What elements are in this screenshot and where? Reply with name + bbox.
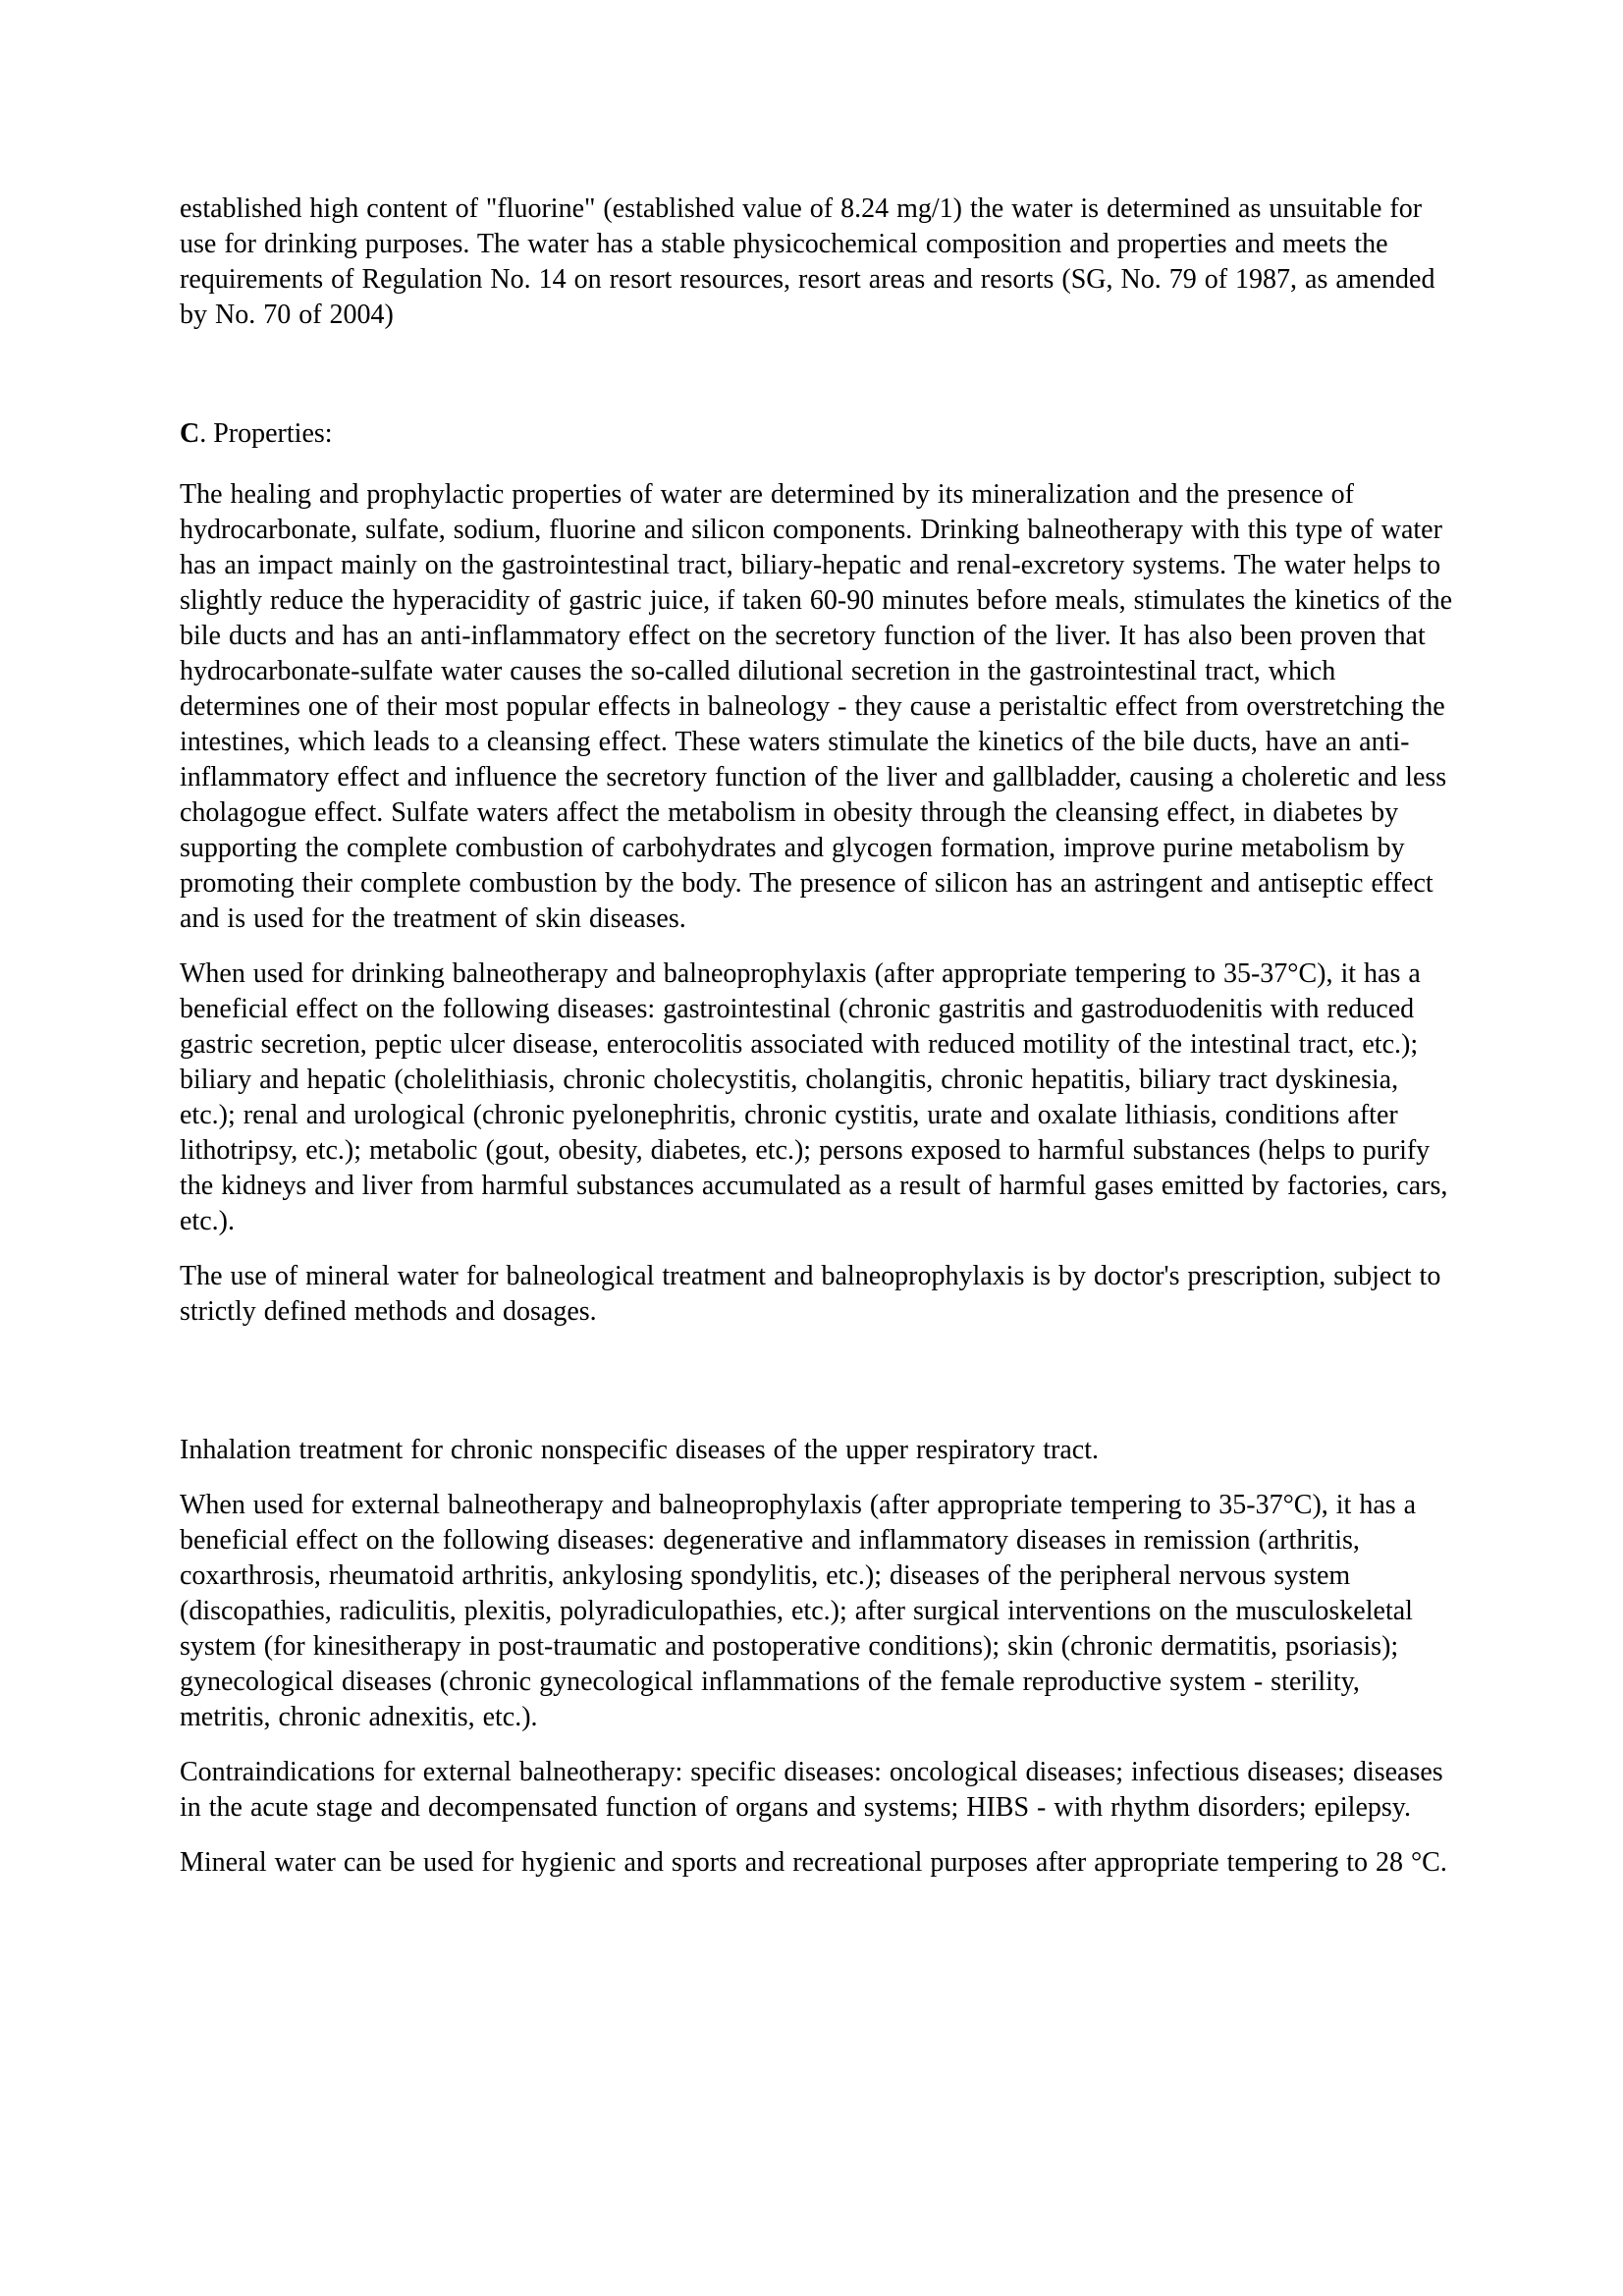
section-heading [180, 416, 1456, 452]
inhalation-paragraph: Inhalation treatment for chronic nonspecific diseases of the upper respiratory tract. [180, 1435, 1099, 1465]
hygienic-use-paragraph: Mineral water can be used for hygienic and sports and recreational purposes after appropriate tempering to 28 °C. [180, 1847, 1447, 1878]
section-heading-letter: C [180, 418, 200, 449]
section-heading-text: . Properties: [199, 418, 333, 449]
prescription-paragraph: The use of mineral water for balneological treatment and balneoprophylaxis is by doctor's prescription, subject to strictly defined methods and dosages. [180, 1261, 1441, 1327]
drinking-balneotherapy-paragraph: When used for drinking balneotherapy and balneoprophylaxis (after appropriate tempering to 35-37°C), it has a beneficial effect on the following diseases: gastrointestinal (chronic gastritis and gastroduodenitis with reduced gastric secretion, peptic ulcer disease, enterocolitis associated with reduced motility of the intestinal tract, etc.); biliary and hepatic (cholelithiasis, chronic cholecystitis, cholangitis, chronic hepatitis, biliary tract dyskinesia, etc.); renal and urological (chronic pyelonephritis, chronic cystitis, urate and oxalate lithiasis, conditions after lithotripsy, etc.); metabolic (gout, obesity, diabetes, etc.); persons exposed to harmful substances (helps to purify the kidneys and liver from harmful substances accumulated as a result of harmful gases emitted by factories, cars, etc.). [180, 958, 1448, 1236]
section-spacer [180, 1349, 1456, 1433]
intro-paragraph: established high content of "fluorine" (established value of 8.24 mg/1) the water is determined as unsuitable for use for drinking purposes. The water has a stable physicochemical composition and properties and meets the requirements of Regulation No. 14 on resort resources, resort areas and resorts (SG, No. 79 of 1987, as amended by No. 70 of 2004) [180, 193, 1435, 330]
contraindications-paragraph: Contraindications for external balneotherapy: specific diseases: oncological diseases; infectious diseases; diseases in the acute stage and decompensated function of organs and systems; HIBS - with rhythm disorders; epilepsy. [180, 1757, 1443, 1823]
external-balneotherapy-paragraph: When used for external balneotherapy and balneoprophylaxis (after appropriate tempering to 35-37°C), it has a beneficial effect on the following diseases: degenerative and inflammatory diseases in remission (arthritis, coxarthrosis, rheumatoid arthritis, ankylosing spondylitis, etc.); diseases of the peripheral nervous system (discopathies, radiculitis, plexitis, polyradiculopathies, etc.); after surgical interventions on the musculoskeletal system (for kinesitherapy in post-traumatic and postoperative conditions); skin (chronic dermatitis, psoriasis); gynecological diseases (chronic gynecological inflammations of the female reproductive system - sterility, metritis, chronic adnexitis, etc.). [180, 1490, 1417, 1732]
healing-properties-paragraph: The healing and prophylactic properties of water are determined by its mineralization and the presence of hydrocarbonate, sulfate, sodium, fluorine and silicon components. Drinking balneotherapy with this type of water has an impact mainly on the gastrointestinal tract, biliary-hepatic and renal-excretory systems. The water helps to slightly reduce the hyperacidity of gastric juice, if taken 60-90 minutes before meals, stimulates the kinetics of the bile ducts and has an anti-inflammatory effect on the secretory function of the liver. It has also been proven that hydrocarbonate-sulfate water causes the so-called dilutional secretion in the gastrointestinal tract, which determines one of their most popular effects in balneology - they cause a peristaltic effect from overstretching the intestines, which leads to a cleansing effect. These waters stimulate the kinetics of the bile ducts, have an anti-inflammatory effect and influence the secretory function of the liver and gallbladder, causing a choleretic and less cholagogue effect. Sulfate waters affect the metabolism in obesity through the cleansing effect, in diabetes by supporting the complete combustion of carbohydrates and glycogen formation, improve purine metabolism by promoting their complete combustion by the body. The presence of silicon has an astringent and antiseptic effect and is used for the treatment of skin diseases. [180, 479, 1453, 934]
